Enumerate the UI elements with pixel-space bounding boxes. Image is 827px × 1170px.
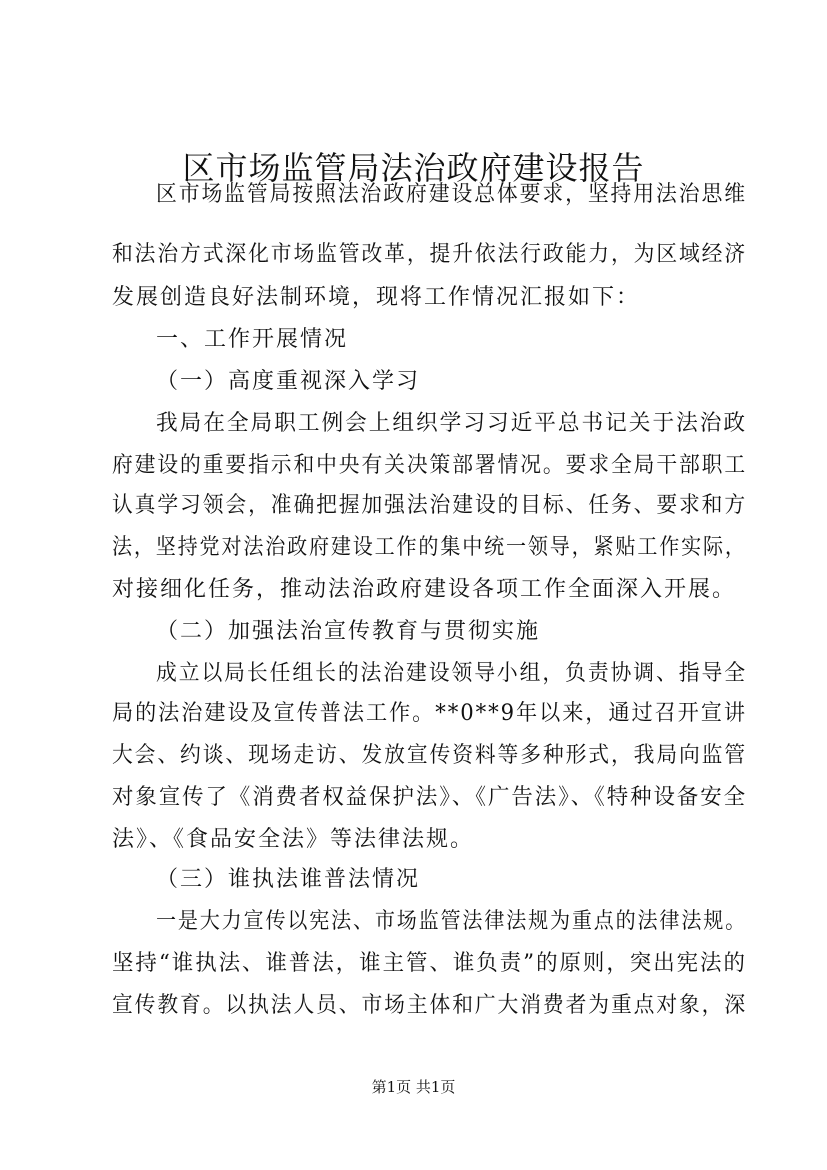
paragraph-line: 坚持“谁执法、谁普法，谁主管、谁负责”的原则，突出宪法的 (112, 951, 747, 976)
paragraph-line: 府建设的重要指示和中央有关决策部署情况。要求全局干部职工 (112, 453, 748, 478)
page-footer: 第1页 共1页 (371, 1078, 456, 1096)
subsection-heading: （二）加强法治宣传教育与贯彻实施 (156, 619, 541, 644)
paragraph-line: 成立以局长任组长的法治建设领导小组，负责协调、指导全 (156, 661, 747, 686)
paragraph-line: 一是大力宣传以宪法、市场监管法律法规为重点的法律法规。 (156, 909, 747, 934)
subsection-heading: （三）谁执法谁普法情况 (156, 867, 421, 892)
paragraph-line: 对象宣传了《消费者权益保护法》、《广告法》、《特种设备安全 (112, 785, 748, 810)
paragraph-line: 大会、约谈、现场走访、发放宣传资料等多种形式，我局向监管 (112, 743, 748, 768)
paragraph-line: 局的法治建设及宣传普法工作。**0**9年以来，通过召开宣讲 (112, 701, 747, 726)
paragraph-line: 对接细化任务，推动法治政府建设各项工作全面深入开展。 (112, 577, 737, 602)
paragraph-line: 区市场监管局按照法治政府建设总体要求，坚持用法治思维 (156, 182, 747, 207)
document-title: 区市场监管局法治政府建设报告 (182, 149, 645, 187)
paragraph-line: 法》、《食品安全法》等法律法规。 (112, 827, 475, 852)
paragraph-line: 和法治方式深化市场监管改革，提升依法行政能力，为区域经济 (112, 242, 748, 267)
section-heading: 一、工作开展情况 (156, 327, 349, 352)
paragraph-line: 宣传教育。以执法人员、市场主体和广大消费者为重点对象，深 (112, 993, 748, 1018)
paragraph-line: 认真学习领会，准确把握加强法治建设的目标、任务、要求和方 (112, 493, 748, 518)
paragraph-line: 法，坚持党对法治政府建设工作的集中统一领导，紧贴工作实际， (112, 535, 747, 560)
paragraph-line: 我局在全局职工例会上组织学习习近平总书记关于法治政 (156, 411, 748, 436)
subsection-heading: （一）高度重视深入学习 (156, 369, 421, 394)
paragraph-line: 发展创造良好法制环境，现将工作情况汇报如下： (112, 285, 641, 310)
